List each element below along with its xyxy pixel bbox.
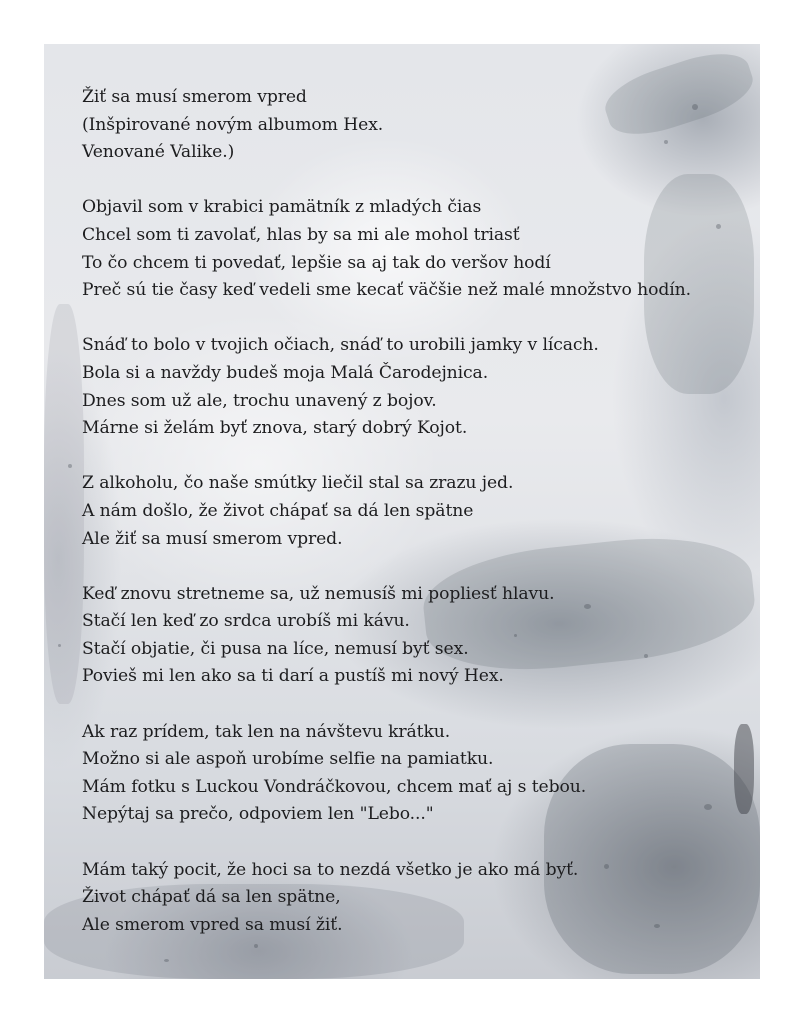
verse-line: Z alkoholu, čo naše smútky liečil stal sa zrazu jed. [82,473,514,494]
verse-line: Mám taký pocit, že hoci sa to nezdá všetko je ako má byť. [82,859,579,880]
poem-text [82,84,752,967]
verse-line: Stačí len keď zo srdca urobíš mi kávu. [82,611,410,632]
verse-line: Snáď to bolo v tvojich očiach, snáď to urobili jamky v lícach. [82,335,599,356]
verse-line: Povieš mi len ako sa ti darí a pustíš mi nový Hex. [82,666,504,687]
verse-line: Objavil som v krabici pamätník z mladých čias [82,197,482,218]
poem-header [82,84,752,167]
stanza [82,581,752,691]
verse-line: Chcel som ti zavolať, hlas by sa mi ale mohol triasť [82,224,520,245]
stanza [82,719,752,829]
verse-line: To čo chcem ti povedať, lepšie sa aj tak do veršov hodí [82,252,551,273]
poem-page [44,44,760,979]
stanza [82,857,752,940]
stanza [82,332,752,442]
verse-line: Možno si ale aspoň urobíme selfie na pamiatku. [82,749,494,770]
stanza [82,470,752,553]
verse-line: Nepýtaj sa prečo, odpoviem len "Lebo..." [82,804,434,825]
stanza [82,194,752,304]
verse-line: Bola si a navždy budeš moja Malá Čarodejnica. [82,362,489,383]
verse-line: Ale žiť sa musí smerom vpred. [82,528,343,549]
verse-line: Mám fotku s Luckou Vondráčkovou, chcem mať aj s tebou. [82,776,587,797]
verse-line: Život chápať dá sa len spätne, [82,887,341,908]
poem-title: Žiť sa musí smerom vpred [82,87,307,107]
verse-line: Stačí objatie, či pusa na líce, nemusí byť sex. [82,638,469,659]
poem-dedication-line: (Inšpirované novým albumom Hex. [82,114,384,135]
verse-line: Keď znovu stretneme sa, už nemusíš mi popliesť hlavu. [82,583,555,604]
poem-dedication-line: Venované Valike.) [82,142,235,163]
verse-line: Márne si želám byť znova, starý dobrý Kojot. [82,418,468,439]
verse-line: Preč sú tie časy keď vedeli sme kecať väčšie než malé množstvo hodín. [82,280,691,301]
verse-line: Ak raz prídem, tak len na návštevu krátku. [82,721,451,742]
verse-line: A nám došlo, že život chápať sa dá len spätne [82,500,474,521]
verse-line: Ale smerom vpred sa musí žiť. [82,914,343,935]
verse-line: Dnes som už ale, trochu unavený z bojov. [82,390,437,411]
